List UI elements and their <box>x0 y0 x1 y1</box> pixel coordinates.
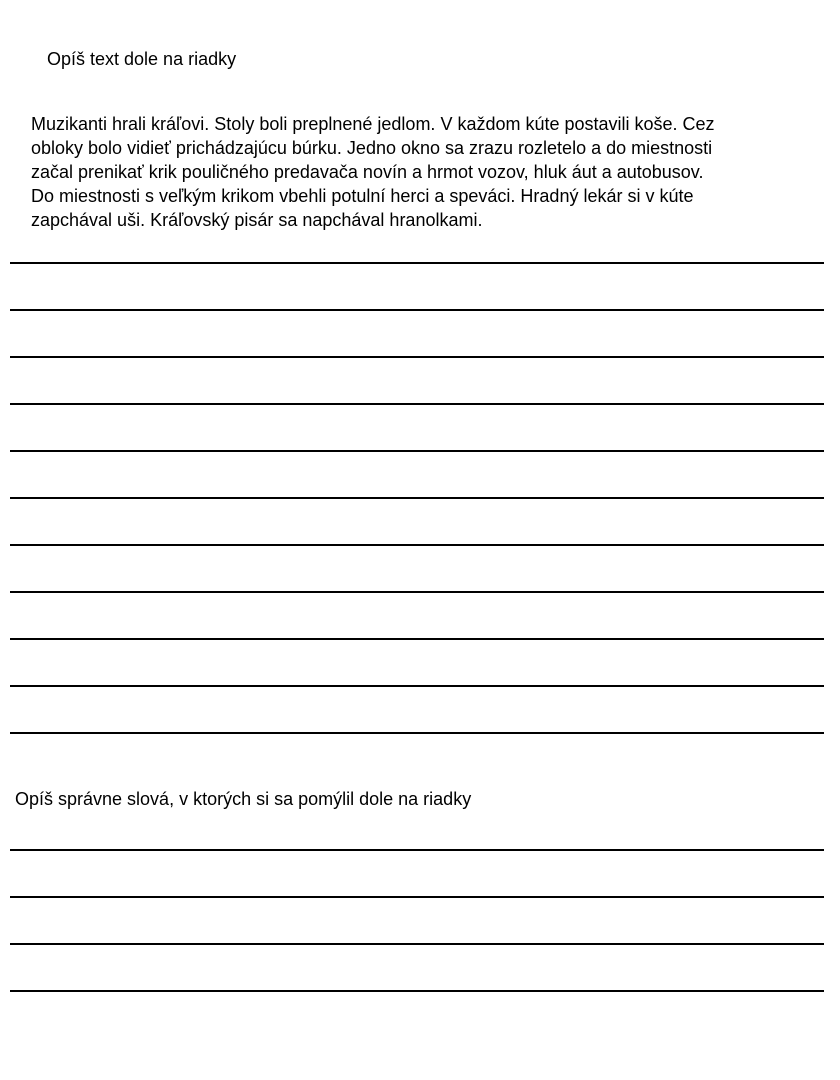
writing-line[interactable] <box>10 849 824 851</box>
writing-line[interactable] <box>10 497 824 499</box>
writing-line[interactable] <box>10 685 824 687</box>
writing-line[interactable] <box>10 943 824 945</box>
text-passage <box>31 112 831 232</box>
writing-line[interactable] <box>10 544 824 546</box>
writing-line[interactable] <box>10 356 824 358</box>
writing-line[interactable] <box>10 732 824 734</box>
writing-line[interactable] <box>10 262 824 264</box>
passage-line: Muzikanti hrali kráľovi. Stoly boli preplnené jedlom. V každom kúte postavili koše. Cez <box>31 114 715 134</box>
writing-line[interactable] <box>10 403 824 405</box>
writing-line[interactable] <box>10 638 824 640</box>
writing-line[interactable] <box>10 591 824 593</box>
writing-line[interactable] <box>10 450 824 452</box>
writing-line[interactable] <box>10 309 824 311</box>
writing-line[interactable] <box>10 896 824 898</box>
corrections-instruction: Opíš správne slová, v ktorých si sa pomýlil dole na riadky <box>15 789 472 809</box>
passage-line: obloky bolo vidieť prichádzajúcu búrku. Jedno okno sa zrazu rozletelo a do miestnosti <box>31 138 713 158</box>
passage-line: začal prenikať krik pouličného predavača novín a hrmot vozov, hluk áut a autobusov. <box>31 162 704 182</box>
passage-line: Do miestnosti s veľkým krikom vbehli potulní herci a speváci. Hradný lekár si v kúte <box>31 186 694 206</box>
copy-text-instruction: Opíš text dole na riadky <box>47 49 237 69</box>
passage-line: zapchával uši. Kráľovský pisár sa napchával hranolkami. <box>31 210 483 230</box>
writing-line[interactable] <box>10 990 824 992</box>
